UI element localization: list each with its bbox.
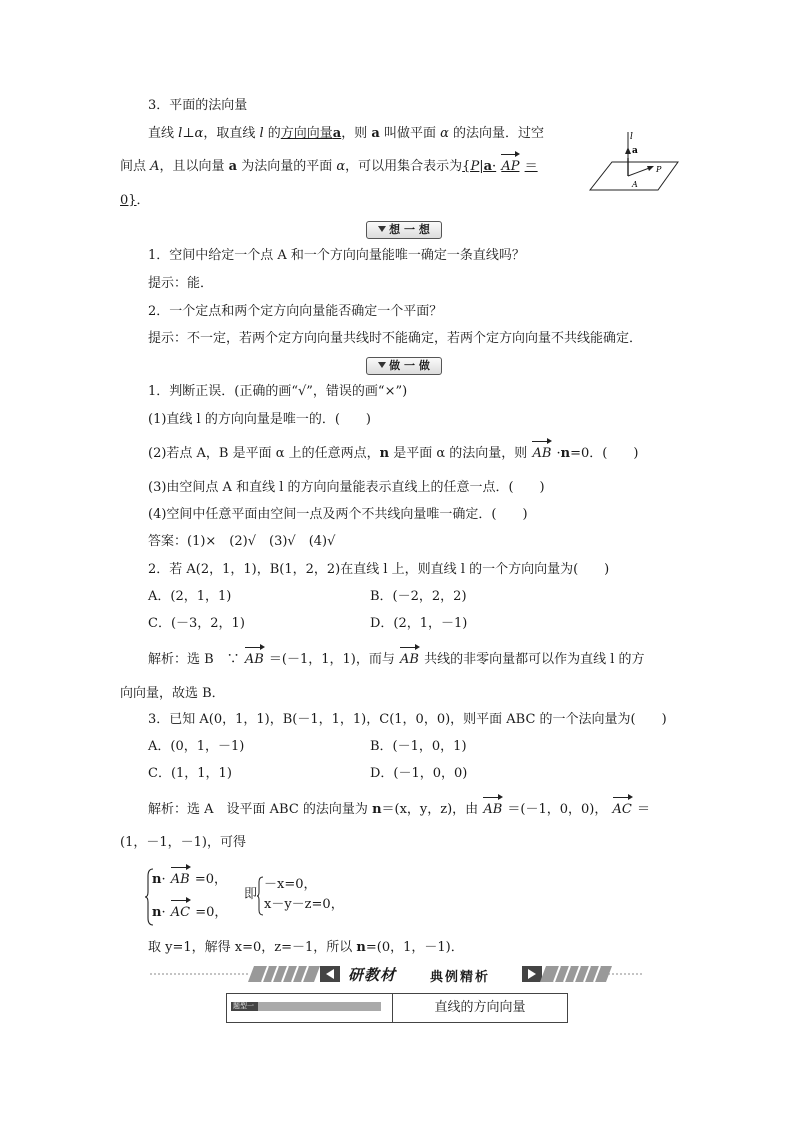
q2-option-B: B．(－2，2，2) (370, 589, 467, 604)
final-answer: 取 y=1，解得 x=0，z=－1，所以 n=(0，1，－1)． (148, 940, 464, 955)
paragraph-line-3: 0}． (120, 193, 150, 208)
solution-3-line-1: 解析：选 A 设平面 ABC 的法向量为 n＝(x，y，z)，由 AB ＝(－1，0，0)， AC ＝ (148, 800, 650, 820)
plane-normal-figure (586, 128, 686, 198)
vector-AB: AB (170, 870, 191, 890)
vector-AB: AB (531, 444, 552, 464)
practice-tag: 做 一 做 (366, 357, 442, 375)
q3-option-C: C．(1，1，1) (148, 766, 232, 781)
vector-AB: AB (482, 800, 503, 820)
think-a1: 提示：能． (148, 276, 214, 291)
solution-3-line-2: (1，－1，－1)，可得 (120, 835, 246, 850)
q2-option-C: C．(－3，2，1) (148, 616, 245, 631)
think-tag: 想 一 想 (366, 221, 442, 239)
practice-q3: 3．已知 A(0，1，1)，B(－1，1，1)，C(1，0，0)，则平面 ABC 的一个法向量为( ) (148, 712, 667, 727)
q3-option-D: D．(－1，0，0) (370, 766, 468, 781)
banner-decoration (150, 962, 644, 986)
think-q2: 2．一个定点和两个定方向向量能否确定一个平面？ (148, 304, 443, 319)
q2-option-D: D．(2，1，－1) (370, 616, 468, 631)
triangle-icon (378, 226, 386, 232)
q3-option-B: B．(－1，0，1) (370, 739, 467, 754)
think-q1: 1．空间中给定一个点 A 和一个方向向量能唯一确定一条直线吗？ (148, 248, 525, 263)
figure-label-A: A (632, 180, 638, 189)
system-eq-3: －x=0， (264, 877, 317, 892)
section-heading: 3．平面的法向量 (148, 98, 248, 113)
section-badge-area (227, 994, 393, 1022)
section-header (226, 993, 568, 1023)
solution-2-line-2: 向向量，故选 B． (120, 686, 225, 701)
system-mid: 即 (244, 887, 258, 902)
q2-option-A: A．(2，1，1) (148, 589, 232, 604)
q3-option-A: A．(0，1，－1) (148, 739, 245, 754)
practice-q1: 1．判断正误．(正确的画“√”，错误的画“×”) (148, 384, 408, 399)
think-a2: 提示：不一定，若两个定方向向量共线时不能确定，若两个定方向向量不共线能确定． (148, 331, 643, 346)
paragraph-line-1: 直线 l⊥α，取直线 l 的方向向量a，则 a 叫做平面 α 的法向量．过空 (148, 126, 544, 141)
chapter-banner (150, 962, 644, 986)
vector-AC: AC (612, 800, 633, 820)
banner-subtitle: 典例精析 (430, 970, 491, 985)
vector-AB: AB (399, 650, 420, 670)
practice-item-2: (2)若点 A，B 是平面 α 上的任意两点，n 是平面 α 的法向量，则 AB ·n=0．( ) (148, 444, 638, 464)
system-eq-4: x－y－z=0， (264, 897, 344, 912)
practice-item-1: (1)直线 l 的方向向量是唯一的．( ) (148, 412, 371, 427)
section-badge: 题型一 (233, 1002, 254, 1010)
practice-q2: 2．若 A(2，1，1)，B(1，2，2)在直线 l 上，则直线 l 的一个方向向量为( ) (148, 562, 610, 577)
practice-item-3: (3)由空间点 A 和直线 l 的方向向量能表示直线上的任意一点．( ) (148, 480, 545, 495)
banner-title: 研教材 (348, 966, 397, 984)
practice-answer-1: 答案：(1)× (2)√ (3)√ (4)√ (148, 534, 336, 549)
system-eq-1: n· AB =0， (152, 870, 227, 890)
vector-AB: AB (244, 650, 265, 670)
section-title: 直线的方向向量 (434, 1000, 526, 1015)
left-brace-icon (256, 876, 264, 916)
vector-AP: AP (500, 157, 520, 177)
figure-label-l: l (630, 132, 633, 142)
triangle-icon (378, 362, 386, 368)
solution-2-line-1: 解析：选 B ∵ AB ＝(－1，1，1)，而与 AB 共线的非零向量都可以作为直线 l 的方 (148, 650, 645, 670)
vector-AC: AC (170, 903, 191, 923)
practice-item-4: (4)空间中任意平面由空间一点及两个不共线向量唯一确定．( ) (148, 507, 528, 522)
figure-label-a: a (632, 146, 638, 156)
paragraph-line-2: 间点 A，且以向量 a 为法向量的平面 α，可以用集合表示为{P|a· AP ＝ (120, 157, 538, 177)
figure-label-P: P (656, 165, 662, 174)
system-eq-2: n· AC =0， (152, 903, 227, 923)
